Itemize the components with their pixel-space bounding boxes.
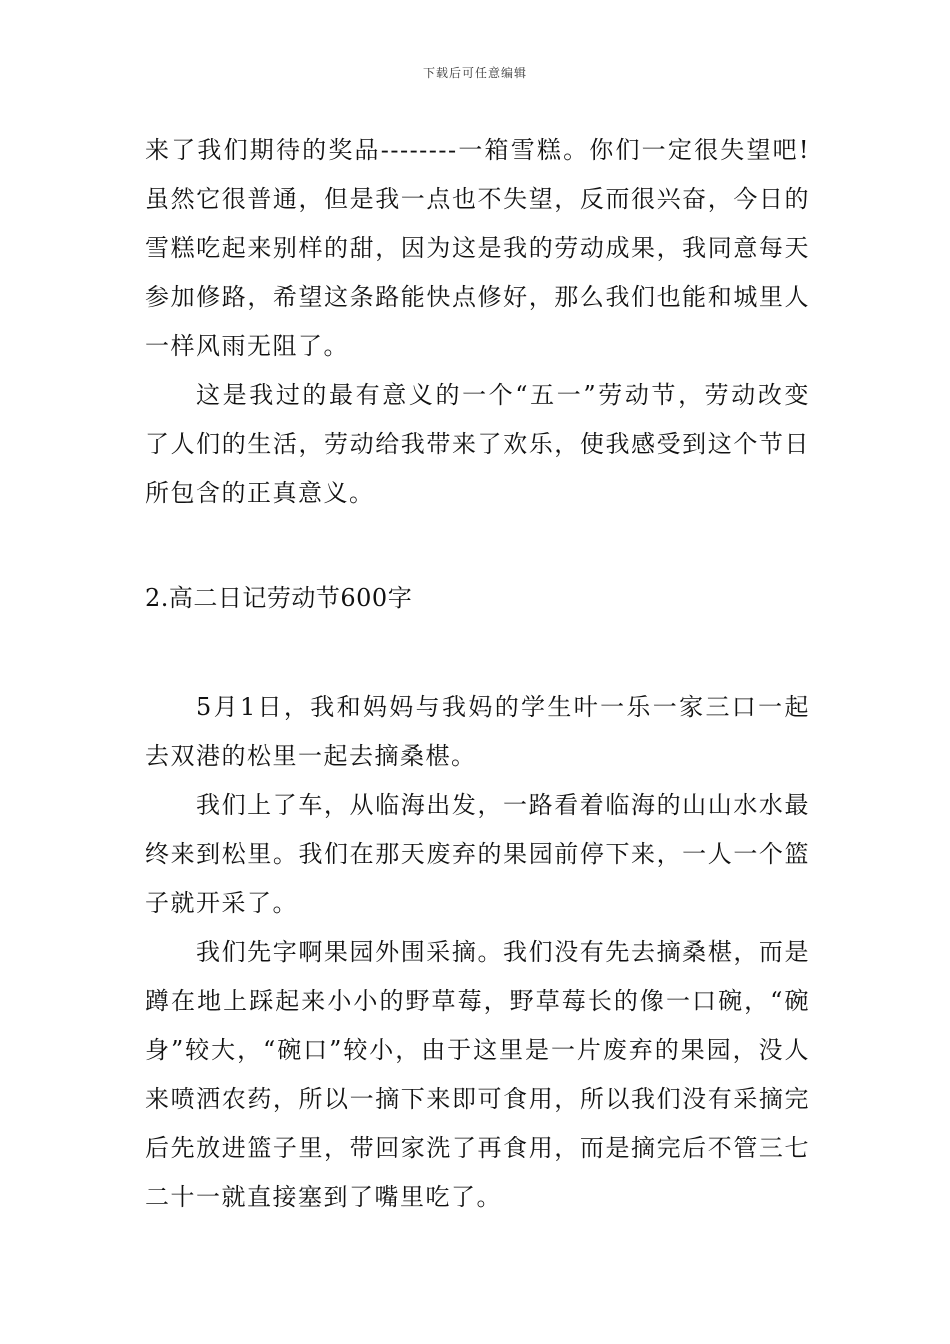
section-spacer [145,623,810,683]
paragraph-date: 5月1日，我和妈妈与我妈的学生叶一乐一家三口一起去双港的松里一起去摘桑椹。 [145,693,810,770]
page-header: 下载后可任意编辑 [422,66,527,80]
paragraph-continued: 来了我们期待的奖品--------一箱雪糕。你们一定很失望吧!虽然它很普通，但是我一点也不失望，反而很兴奋，今日的雪糕吃起来别样的甜，因为这是我的劳动成果，我同意每天参加修路，希望这条路能快点修好，那么我们也能和城里人一样风雨无阻了。 [145,136,810,360]
paragraph-journey: 我们上了车，从临海出发，一路看着临海的山山水水最终来到松里。我们在那天废弃的果园前停下来，一人一个篮子就开采了。 [145,791,810,917]
paragraph-conclusion: 这是我过的最有意义的一个“五一”劳动节，劳动改变了人们的生活，劳动给我带来了欢乐，使我感受到这个节日所包含的正真意义。 [145,381,810,507]
paragraph-picking: 我们先字啊果园外围采摘。我们没有先去摘桑椹，而是蹲在地上踩起来小小的野草莓，野草莓长的像一口碗，“碗身”较大，“碗口”较小，由于这里是一片废弃的果园，没人来喷洒农药，所以一摘下来即可食用，所以我们没有采摘完后先放进篮子里，带回家洗了再食用，而是摘完后不管三七二十一就直接塞到了嘴里吃了。 [145,938,810,1211]
section-spacer [145,518,810,574]
section-heading: 2.高二日记劳动节600字 [145,584,413,612]
document-body [145,126,810,1222]
